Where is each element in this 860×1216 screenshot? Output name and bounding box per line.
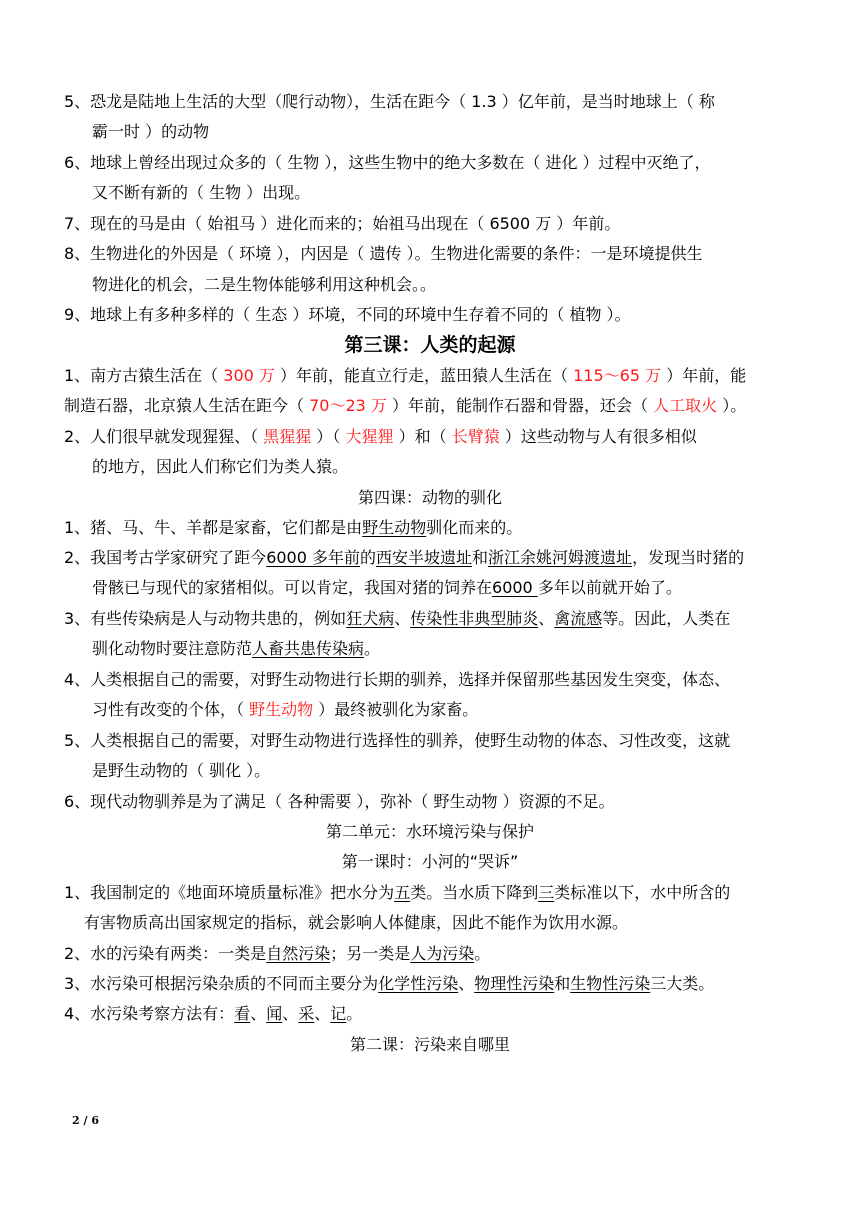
text: 和 [554, 974, 571, 993]
text: ）年前，能直立行走，蓝田猿人生活在（ [274, 366, 574, 385]
lesson3-item-1-line-1 [64, 366, 804, 386]
item-8-line-1: 8、生物进化的外因是（ 环境 ），内因是（ 遗传 ）。生物进化需要的条件：一是环境提供生 [64, 244, 703, 263]
unit2-lesson-1-title: 第一课时：小河的“哭诉” [341, 852, 519, 871]
underlined-term: 记 [330, 1004, 347, 1023]
lesson4-item-2-line-1 [64, 548, 804, 568]
text: 3、水污染可根据污染杂质的不同而主要分为 [64, 974, 379, 993]
text: 1、猪、马、牛、羊都是家畜，它们都是由 [64, 518, 363, 537]
text: ）年前，能 [661, 366, 747, 385]
underlined-term: 人为污染 [410, 944, 475, 963]
lesson4-item-5-line-2: 是野生动物的（ 驯化 ）。 [92, 761, 271, 780]
text: 习性有改变的个体，（ [92, 700, 250, 719]
answer: 人工取火 [653, 396, 718, 415]
text: ）（ [311, 427, 346, 446]
underlined-term: 闻 [266, 1004, 283, 1023]
item-5-line-1: 5、恐龙是陆地上生活的大型（爬行动物），生活在距今（ 1.3 ）亿年前，是当时地球上（ 称 [64, 92, 715, 111]
underlined-term: 生物性污染 [570, 974, 651, 993]
text: 2、我国考古学家研究了距今 [64, 548, 267, 567]
unit2-item-4 [64, 1004, 804, 1024]
item-9: 9、地球上有多种多样的（ 生态 ）环境，不同的环境中生存着不同的（ 植物 ）。 [64, 305, 631, 324]
underlined-term: 西安半坡遗址 [376, 548, 473, 567]
lesson4-item-3-line-2 [92, 639, 832, 659]
underlined-term: 野生动物 [362, 518, 427, 537]
answer: 黑猩猩 [263, 427, 312, 446]
lesson-4-title: 第四课：动物的驯化 [357, 488, 502, 507]
text: 4、水污染考察方法有： [64, 1004, 235, 1023]
text: ）。 [717, 396, 747, 415]
unit2-item-3 [64, 974, 804, 994]
lesson3-item-2-line-1 [64, 427, 804, 447]
item-8-line-2: 物进化的机会，二是生物体能够利用这种机会。。 [92, 275, 437, 294]
underlined-term: 狂犬病 [346, 609, 395, 628]
text: ；另一类是 [330, 944, 411, 963]
answer: 野生动物 [249, 700, 314, 719]
underlined-term: 人畜共患传染病 [252, 639, 365, 658]
underlined-term: 6000 [492, 578, 538, 597]
lesson3-item-2-line-2: 的地方，因此人们称它们为类人猿。 [92, 457, 349, 476]
lesson4-item-6: 6、现代动物驯养是为了满足（ 各种需要 ），弥补（ 野生动物 ）资源的不足。 [64, 792, 615, 811]
lesson-3-title: 第三课：人类的起源 [344, 334, 516, 356]
text: 和 [472, 548, 489, 567]
text: 驯化动物时要注意防范 [92, 639, 253, 658]
text: 、 [458, 974, 475, 993]
text: 、 [250, 1004, 267, 1023]
underlined-term: 传染性非典型肺炎 [410, 609, 539, 628]
text: 2、水的污染有两类：一类是 [64, 944, 267, 963]
underlined-term: 采 [298, 1004, 315, 1023]
text: ）年前，能制作石器和骨器，还会（ [386, 396, 654, 415]
underlined-term: 浙江余姚河姆渡遗址 [488, 548, 633, 567]
underlined-term: 自然污染 [266, 944, 331, 963]
answer: 115～65 万 [573, 366, 662, 385]
item-5-line-2: 霸一时 ）的动物 [92, 122, 210, 141]
item-7: 7、现在的马是由（ 始祖马 ）进化而来的；始祖马出现在（ 6500 万 ）年前。 [64, 214, 621, 233]
text: 、 [282, 1004, 299, 1023]
unit-2-title: 第二单元：水环境污染与保护 [325, 822, 534, 841]
underlined-term: 五 [394, 883, 411, 902]
lesson4-item-1 [64, 518, 804, 538]
text: 、 [538, 609, 555, 628]
text: ，发现当时猪的 [632, 548, 745, 567]
text: 三大类。 [650, 974, 715, 993]
unit2-item-1-line-1 [64, 883, 804, 903]
answer: 70～23 万 [309, 396, 387, 415]
underlined-term: 禽流感 [554, 609, 603, 628]
lesson4-item-3-line-1 [64, 609, 804, 629]
underlined-term: 三 [538, 883, 555, 902]
text: 骨骸已与现代的家猪相似。可以肯定，我国对猪的饲养在 [92, 578, 493, 597]
text: ）最终被驯化为家畜。 [313, 700, 479, 719]
lesson4-item-4-line-2 [92, 700, 832, 720]
unit2-item-2 [64, 944, 804, 964]
unit2-item-1-line-2: 有害物质高出国家规定的指标，就会影响人体健康，因此不能作为饮用水源。 [84, 913, 629, 932]
underlined-term: 化学性污染 [378, 974, 459, 993]
text: ）和（ [393, 427, 452, 446]
underlined-term: 6000 多年前 [266, 548, 360, 567]
text: 多年以前就开始了。 [537, 578, 682, 597]
text: 驯化而来的。 [426, 518, 523, 537]
lesson4-item-4-line-1: 4、人类根据自己的需要，对野生动物进行长期的驯养，选择并保留那些基因发生突变，体态、 [64, 670, 731, 689]
text: 类。当水质下降到 [410, 883, 539, 902]
text: 类标准以下，水中所含的 [554, 883, 731, 902]
page-number: 2 / 6 [72, 1114, 99, 1127]
text: 1、我国制定的《地面环境质量标准》把水分为 [64, 883, 395, 902]
lesson3-item-1-line-2 [64, 396, 804, 416]
underlined-term: 物理性污染 [474, 974, 555, 993]
text: 、 [394, 609, 411, 628]
unit2-lesson-2-title: 第二课：污染来自哪里 [349, 1035, 510, 1054]
item-6-line-1: 6、地球上曾经出现过众多的（ 生物 ），这些生物中的绝大多数在（ 进化 ）过程中灭绝了， [64, 153, 711, 172]
text: 3、有些传染病是人与动物共患的，例如 [64, 609, 347, 628]
answer: 300 万 [223, 366, 275, 385]
item-6-line-2: 又不断有新的（ 生物 ）出现。 [92, 183, 311, 202]
text: 的 [360, 548, 377, 567]
text: 1、南方古猿生活在（ [64, 366, 224, 385]
underlined-term: 看 [234, 1004, 251, 1023]
lesson4-item-5-line-1: 5、人类根据自己的需要，对野生动物进行选择性的驯养，使野生动物的体态、习性改变，这就 [64, 731, 731, 750]
lesson4-item-2-line-2 [92, 578, 832, 598]
text: 2、人们很早就发现猩猩、（ [64, 427, 264, 446]
text: 。 [364, 639, 381, 658]
text: ）这些动物与人有很多相似 [499, 427, 697, 446]
text: 。 [474, 944, 491, 963]
answer: 长臂猿 [451, 427, 500, 446]
text: 、 [314, 1004, 331, 1023]
text: 制造石器，北京猿人生活在距今（ [64, 396, 310, 415]
text: 。 [346, 1004, 363, 1023]
answer: 大猩狸 [345, 427, 394, 446]
text: 等。因此，人类在 [602, 609, 731, 628]
